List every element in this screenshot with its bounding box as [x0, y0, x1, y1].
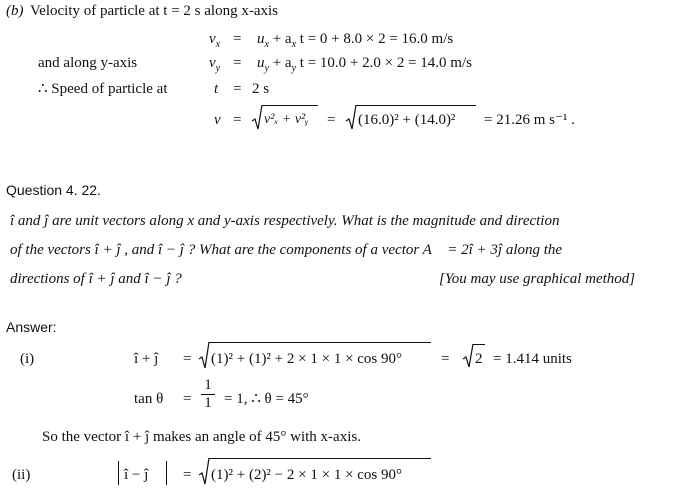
i-root-value: 2 — [475, 351, 483, 367]
sqrt-bar-5 — [209, 458, 431, 459]
part-label-ii: (ii) — [12, 467, 31, 483]
speed-t-symbol: t — [214, 81, 219, 97]
i-equals-2: = — [441, 351, 450, 367]
vy-symbol: $v_y$ — [209, 55, 221, 74]
abs-bar-left — [118, 461, 119, 485]
vx-equals: = — [233, 31, 242, 47]
i-lhs-expression: î + ĵ — [134, 351, 159, 367]
ii-radicand: (1)² + (2)² − 2 × 1 × 1 × cos 90° — [211, 467, 403, 483]
velocity-intro-line: Velocity of particle at t = 2 s along x-axis — [30, 3, 278, 19]
tan-result: = 1, ∴ θ = 45° — [224, 391, 309, 407]
tan-equals: = — [183, 391, 192, 407]
speed-radicand-2: (16.0)² + (14.0)² — [358, 112, 456, 128]
along-y-label: and along y-axis — [38, 55, 138, 71]
tan-numerator: 1 — [201, 377, 215, 395]
vx-expression: $u_x + a_x$ t = 0 + 8.0 × 2 = 16.0 m/s — [257, 31, 454, 50]
part-label-b: (b) — [6, 3, 24, 19]
i-equals: = — [183, 351, 192, 367]
sqrt-sign-1 — [251, 104, 263, 132]
part-label-i: (i) — [20, 351, 35, 367]
question-text-line-3: directions of î + ĵ and î − ĵ ? — [10, 271, 182, 287]
question-hint: [You may use graphical method] — [439, 271, 636, 287]
speed-result: = 21.26 m s⁻¹ . — [484, 112, 575, 128]
answer-heading: Answer: — [6, 319, 57, 335]
speed-label: ∴ Speed of particle at — [38, 81, 168, 97]
ii-equals: = — [183, 467, 192, 483]
sqrt-sign-3 — [198, 341, 210, 371]
angle-conclusion: So the vector î + ĵ makes an angle of 45° with x-axis. — [42, 429, 361, 445]
question-text-line-2: of the vectors î + ĵ , and î − ĵ ? What are the components of a vector A⃗ = 2î + 3ĵ along the — [10, 242, 563, 258]
speed-equals-1: = — [233, 112, 242, 128]
sqrt-sign-4 — [462, 343, 474, 369]
tan-theta-lhs: tan θ — [134, 391, 164, 407]
ii-lhs-expression: î − ĵ — [124, 467, 149, 483]
sqrt-bar-2 — [356, 105, 476, 106]
speed-radicand-1: v²ₓ + v²ᵧ — [264, 112, 309, 127]
i-radicand: (1)² + (1)² + 2 × 1 × 1 × cos 90° — [211, 351, 403, 367]
sqrt-sign-2 — [345, 104, 357, 132]
tan-fraction — [201, 377, 215, 412]
sqrt-bar-1 — [262, 105, 318, 106]
speed-v-symbol: v — [214, 112, 221, 128]
sqrt-sign-5 — [198, 457, 210, 487]
vy-equals: = — [233, 55, 242, 71]
speed-t-equals: = — [233, 81, 242, 97]
question-text-line-1: î and ĵ are unit vectors along x and y-axis respectively. What is the magnitude and direction — [10, 213, 560, 229]
speed-equals-2: = — [327, 112, 336, 128]
abs-bar-right — [166, 461, 167, 485]
vy-expression: $u_y + a_y$ t = 10.0 + 2.0 × 2 = 14.0 m/s — [257, 55, 472, 74]
sqrt-bar-4 — [473, 344, 485, 345]
i-result: = 1.414 units — [493, 351, 572, 367]
tan-denominator: 1 — [204, 395, 212, 411]
question-heading: Question 4. 22. — [6, 182, 101, 198]
vx-symbol: $v_x$ — [209, 31, 221, 50]
speed-t-value: 2 s — [252, 81, 270, 97]
sqrt-bar-3 — [209, 342, 431, 343]
